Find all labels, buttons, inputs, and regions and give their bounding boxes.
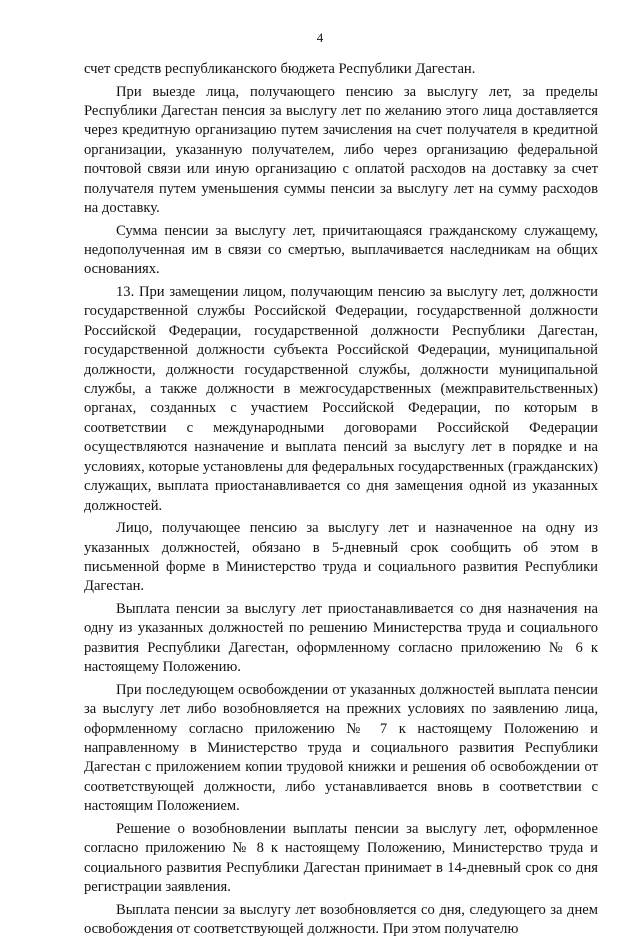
paragraph-resumption-date: Выплата пенсии за выслугу лет возобновляется со дня, следующего за днем освобождения от соответствующей должности. При этом получателю	[84, 901, 598, 937]
paragraph-resumption: При последующем освобождении от указанных должностей выплата пенсии за выслугу лет либо возобновляется на прежних условиях по заявлению лица, оформленному согласно приложению № 7 к настоящему Положению и направленному в Министерство труда и социального развития Республики Дагестан с приложением копии трудовой книжки и решения об освобождении от соответствующей должности, либо устанавливается вновь в соответствии с настоящим Положением.	[84, 681, 598, 815]
paragraph-suspension: Выплата пенсии за выслугу лет приостанавливается со дня назначения на одну из указанных должностей по решению Министерства труда и социального развития Республики Дагестан, оформленному согласно приложению № 6 к настоящему Положению.	[84, 600, 598, 676]
paragraph-inheritance: Сумма пенсии за выслугу лет, причитающаяся гражданскому служащему, недополученная им в связи со смертью, выплачивается наследникам на общих основаниях.	[84, 222, 598, 278]
paragraph-continuation: счет средств республиканского бюджета Республики Дагестан.	[84, 61, 476, 77]
paragraph-notification-duty: Лицо, получающее пенсию за выслугу лет и назначенное на одну из указанных должностей, обязано в 5-дневный срок сообщить об этом в письменной форме в Министерство труда и социального развития Республики Дагестан.	[84, 520, 598, 595]
page-number: 4	[316, 30, 324, 45]
document-body	[84, 60, 598, 943]
paragraph-clause-13: 13. При замещении лицом, получающим пенсию за выслугу лет, должности государственной службы Российской Федерации, государственной должности Российской Федерации, государственной должности Республики Дагестан, государственной должности субъекта Российской Федерации, муниципальной должности, должности государственной службы, должности муниципальной службы, а также должности в межгосударственных (межправительственных) органах, созданных с участием Российской Федерации, по которым в соответствии с международными договорами Российской Федерации осуществляются назначение и выплата пенсий за выслугу лет в порядке и на условиях, которые установлены для федеральных государственных (гражданских) служащих, выплата приостанавливается со дня замещения одной из указанных должностей.	[84, 284, 598, 514]
paragraph-pension-delivery: При выезде лица, получающего пенсию за выслугу лет, за пределы Республики Дагестан пенсия за выслугу лет по желанию этого лица доставляется через кредитную организацию путем зачисления на счет получателя в кредитной организации, указанную получателем, либо через организацию федеральной почтовой связи или иную организацию с оплатой расходов на доставку за счет получателя путем уменьшения суммы пенсии за выслугу лет на сумму расходов на доставку.	[84, 83, 598, 217]
paragraph-resumption-decision: Решение о возобновлении выплаты пенсии за выслугу лет, оформленное согласно приложению № 8 к настоящему Положению, Министерство труда и социального развития Республики Дагестан принимает в 14-дневный срок со дня регистрации заявления.	[84, 820, 598, 895]
